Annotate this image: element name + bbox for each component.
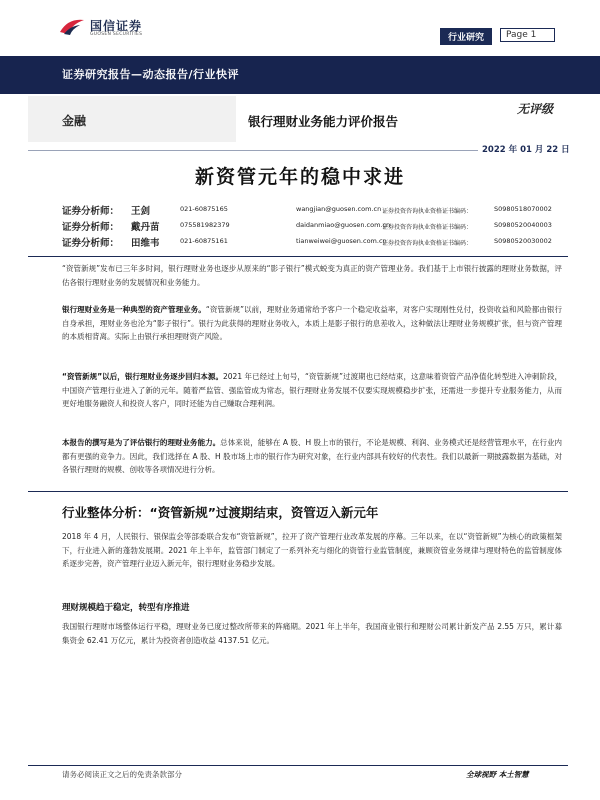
rating-label: 无评级: [517, 102, 554, 116]
section-paragraph: 我国银行理财市场整体运行平稳，理财业务已度过整改所带来的阵痛期。2021 年上半年，我国商业银行和理财公司累计新发产品 2.55 万只，累计募集资金 62.41 万亿元，累计为投资者创造收益 4137.51 亿元。: [62, 622, 562, 645]
section-paragraph: 2018 年 4 月，人民银行、银保监会等部委联合发布“资管新规”，拉开了资产管理行业改革发展的序幕。三年以来，在以“资管新规”为核心的政策框架下，行业进入新的蓬勃发展期。2021 年上半年，监管部门制定了一系列补充与细化的资管行业监管制度，兼顾资管业务规律与理财特色的监管制度体系逐步完善，资产管理行业迈入新元年，银行理财业务稳步发展。: [62, 532, 562, 568]
analyst-role: 证券分析师：: [62, 222, 120, 233]
footer-disclaimer: 请务必阅读正文之后的免责条款部分: [62, 770, 182, 779]
summary-paragraph: [62, 370, 562, 411]
summary-lead: 本报告的撰写是为了评估银行的理财业务能力。: [62, 438, 221, 447]
analyst-cert-no: S0980520030002: [494, 237, 552, 245]
summary-divider-top: [28, 256, 568, 257]
category-tag: 行业研究: [440, 28, 492, 45]
analyst-cert-no: S0980518070002: [494, 205, 552, 213]
analyst-role: 证券分析师：: [62, 206, 120, 217]
report-type: 证券研究报告—动态报告/行业快评: [62, 68, 240, 81]
brand-name-en: GUOSEN SECURITIES: [90, 32, 143, 37]
analyst-name: 田维韦: [131, 238, 160, 249]
industry-label: 金融: [62, 114, 87, 128]
analyst-email: daidanmiao@guosen.com.cn: [296, 221, 391, 229]
analyst-cert-no: S0980520040003: [494, 221, 552, 229]
summary-text: 2021 年已经过上旬号，“资管新规”过渡期也已经结束，这意味着资管产品净值化转型进入冲刺阶段，中国资产管理行业进入了新的元年。随着严监管、强监管成为常态，银行理财业务发展不仅要实现规模稳步扩张，还需进一步提升专业服务能力，从而更好地服务融资人和投资人客户，同时还能为自己赚取合理利润。: [62, 372, 562, 408]
summary-paragraph: [62, 303, 562, 344]
main-title: 新资管元年的稳中求进: [194, 166, 405, 188]
report-title: 银行理财业务能力评价报告: [248, 114, 399, 129]
summary-text: “资管新规”以前，理财业务通常给予客户一个稳定收益率，对客户实现刚性兑付，投资收益和风险都由银行自身承担，理财业务也沦为“影子银行”。银行为此获得的理财业务收入，本质上是影子银行的息差收入，这种做法让理财业务规模扩张，但与资产管理的本质相背离。实际上由银行承担理财资产风险。: [62, 305, 562, 341]
analyst-email: wangjian@guosen.com.cn: [296, 205, 382, 213]
report-date: 2022 年 01 月 22 日: [478, 143, 574, 155]
section-title: 行业整体分析：“资管新规”过渡期结束，资管迈入新元年: [62, 505, 379, 520]
summary-divider-bottom: [28, 491, 568, 492]
analyst-name: 戴丹苗: [131, 222, 160, 233]
guosen-logo-icon: [58, 16, 86, 36]
analyst-phone: 075581982379: [180, 221, 230, 229]
subsection-title: 理财规模趋于稳定，转型有序推进: [62, 603, 190, 613]
brand-name: 国信证券: [90, 19, 143, 33]
summary-text: 总体来说，能够在 A 股、H 股上市的银行，不论是规模、利润、业务模式还是经营管理水平，在行业内都有更强的竞争力。因此，我们选择在 A 股、H 股市场上市的银行作为研究对象，在行业内部具有较好的代表性。我们以最新一期披露数据为基础，对各银行理财的规模、创收等各项情况进行分析。: [62, 438, 563, 474]
analyst-phone: 021-60875165: [180, 205, 228, 213]
industry-panel: [28, 96, 236, 142]
analyst-cert-label: 证券投资咨询执业资格证书编码：: [382, 240, 473, 247]
analyst-name: 王剑: [131, 206, 151, 217]
summary-lead: “资管新规”以后，银行理财业务逐步回归本源。: [62, 372, 224, 381]
footer-slogan: 全球视野 本土智慧: [466, 770, 529, 779]
analyst-cert-label: 证券投资咨询执业资格证书编码：: [382, 224, 473, 231]
summary-paragraph: [62, 436, 562, 477]
analyst-phone: 021-60875161: [180, 237, 228, 245]
footer-divider: [28, 765, 568, 766]
analyst-cert-label: 证券投资咨询执业资格证书编码：: [382, 208, 473, 215]
summary-lead: 银行理财业务是一种典型的资产管理业务。: [62, 305, 206, 314]
analyst-email: tianweiwei@guosen.com.cn: [296, 237, 387, 245]
analyst-role: 证券分析师：: [62, 238, 120, 249]
summary-paragraph: “资管新规”发布已三年多时间，银行理财业务也逐步从原来的“影子银行”模式蜕变为真正的资产管理业务。我们基于上市银行披露的理财业务数据，评估各银行理财业务的发展情况和业务能力。: [62, 264, 562, 287]
page-number: Page 1: [500, 28, 555, 42]
